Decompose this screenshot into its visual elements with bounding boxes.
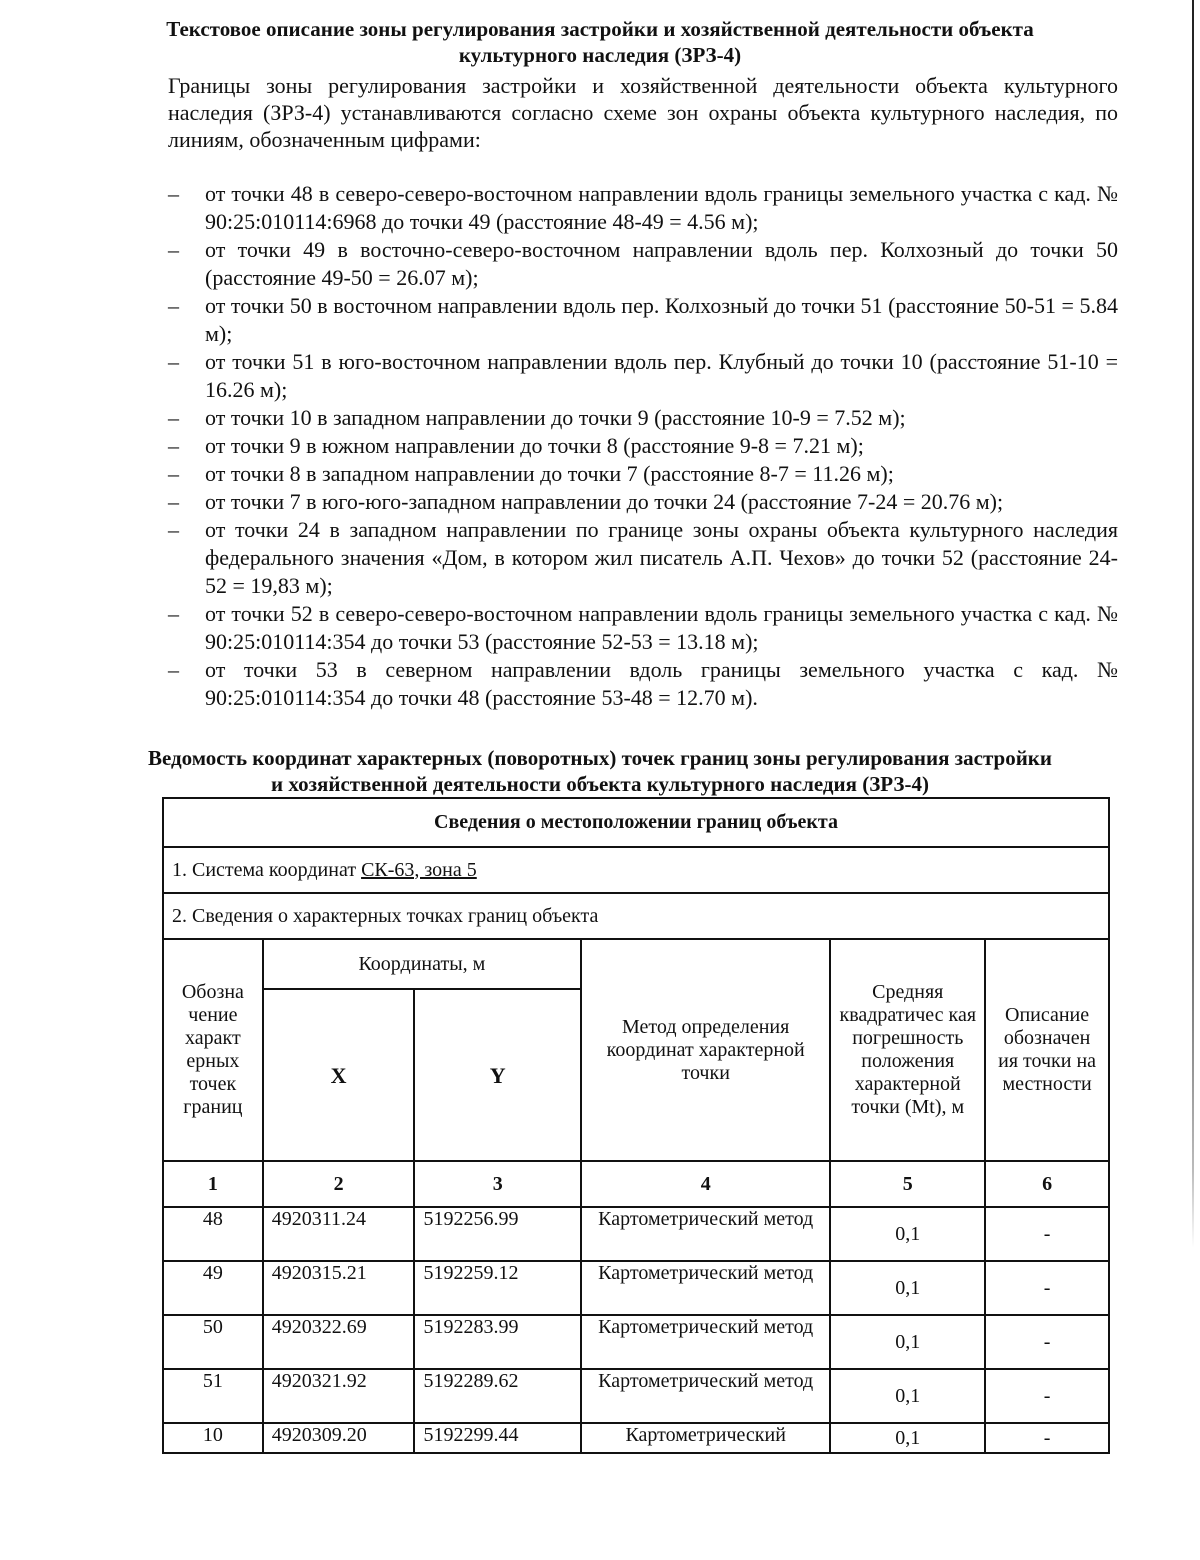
point-method: Картометрический метод	[581, 1207, 830, 1261]
point-y: 5192259.12	[414, 1261, 581, 1315]
col-header-method: Метод определения координат характерной точки	[581, 939, 830, 1161]
dash-marker: –	[168, 349, 179, 374]
list-item-text: от точки 9 в южном направлении до точки 8 (расстояние 9-8 = 7.21 м);	[205, 433, 864, 458]
intro-paragraph: Границы зоны регулирования застройки и хозяйственной деятельности объекта культурного наследия (ЗРЗ-4) устанавливаются согласно схеме зон охраны объекта культурного наследия, по линиям, обозначенным цифрами:	[168, 73, 1118, 152]
list-item-text: от точки 48 в северо-северо-восточном направлении вдоль границы земельного участка с кад. № 90:25:010114:6968 до точки 49 (расстояние 48-49 = 4.56 м);	[205, 181, 1118, 234]
point-x: 4920315.21	[263, 1261, 415, 1315]
point-error: 0,1	[830, 1261, 985, 1315]
col-header-error: Средняя квадратичес кая погрешность положения характерной точки (Mt), м	[830, 939, 985, 1161]
column-number: 5	[830, 1161, 985, 1207]
list-item	[168, 348, 1118, 404]
point-error: 0,1	[830, 1369, 985, 1423]
point-description: -	[985, 1207, 1109, 1261]
coordinate-system-value: СК-63, зона 5	[361, 858, 477, 881]
point-id: 50	[163, 1315, 263, 1369]
coordinate-system-cell	[163, 847, 1109, 893]
list-item-text: от точки 51 в юго-восточном направлении вдоль пер. Клубный до точки 10 (расстояние 51-10 = 16.26 м);	[205, 349, 1118, 402]
column-number: 2	[263, 1161, 415, 1207]
list-item-text: от точки 53 в северном направлении вдоль границы земельного участка с кад. № 90:25:010114:354 до точки 48 (расстояние 53-48 = 12.70 м).	[205, 657, 1118, 710]
dash-marker: –	[168, 181, 179, 206]
point-id: 51	[163, 1369, 263, 1423]
dash-marker: –	[168, 405, 179, 430]
list-item-text: от точки 52 в северо-северо-восточном направлении вдоль границы земельного участка с кад. № 90:25:010114:354 до точки 53 (расстояние 52-53 = 13.18 м);	[205, 601, 1118, 654]
table-row	[163, 1369, 1109, 1423]
list-item	[168, 180, 1118, 236]
table-row	[163, 1315, 1109, 1369]
list-item	[168, 656, 1118, 712]
dash-marker: –	[168, 433, 179, 458]
col-header-coordinates: Координаты, м	[263, 939, 581, 989]
point-x: 4920311.24	[263, 1207, 415, 1261]
list-item-text: от точки 7 в юго-юго-западном направлении до точки 24 (расстояние 7-24 = 20.76 м);	[205, 489, 1004, 514]
list-item	[168, 600, 1118, 656]
dash-marker: –	[168, 293, 179, 318]
list-item	[168, 236, 1118, 292]
point-error: 0,1	[830, 1423, 985, 1453]
list-item	[168, 432, 1118, 460]
list-item	[168, 516, 1118, 600]
column-numbers-row	[163, 1161, 1109, 1207]
point-method: Картометрический метод	[581, 1315, 830, 1369]
document-title: Текстовое описание зоны регулирования застройки и хозяйственной деятельности объекта культурного наследия (ЗРЗ-4)	[166, 17, 1034, 67]
list-item	[168, 404, 1118, 432]
list-item	[168, 292, 1118, 348]
point-description: -	[985, 1315, 1109, 1369]
list-item-text: от точки 10 в западном направлении до точки 9 (расстояние 10-9 = 7.52 м);	[205, 405, 906, 430]
dash-marker: –	[168, 601, 179, 626]
point-description: -	[985, 1423, 1109, 1453]
point-error: 0,1	[830, 1207, 985, 1261]
point-id: 48	[163, 1207, 263, 1261]
point-method: Картометрический метод	[581, 1369, 830, 1423]
table-row	[163, 1261, 1109, 1315]
point-y: 5192299.44	[414, 1423, 581, 1453]
column-number: 4	[581, 1161, 830, 1207]
list-item-text: от точки 50 в восточном направлении вдоль пер. Колхозный до точки 51 (расстояние 50-51 = 5.84 м);	[205, 293, 1118, 346]
point-description: -	[985, 1261, 1109, 1315]
point-x: 4920322.69	[263, 1315, 415, 1369]
list-item-text: от точки 24 в западном направлении по границе зоны охраны объекта культурного наследия федерального значения «Дом, в котором жил писатель А.П. Чехов» до точки 52 (расстояние 24-52 = 19,83 м);	[205, 517, 1118, 598]
point-id: 10	[163, 1423, 263, 1453]
list-item	[168, 460, 1118, 488]
dash-marker: –	[168, 517, 179, 542]
dash-marker: –	[168, 461, 179, 486]
point-method: Картометрический метод	[581, 1261, 830, 1315]
scan-edge-line	[1192, 0, 1194, 1560]
table-row	[163, 1207, 1109, 1261]
table-section-header: Сведения о местоположении границ объекта	[163, 798, 1109, 847]
table-title: Ведомость координат характерных (поворотных) точек границ зоны регулирования застройки и хозяйственной деятельности объекта культурного наследия (ЗРЗ-4)	[148, 746, 1052, 796]
point-y: 5192283.99	[414, 1315, 581, 1369]
column-number: 3	[414, 1161, 581, 1207]
col-header-y: Y	[414, 989, 581, 1161]
col-header-description: Описание обозначен ия точки на местности	[985, 939, 1109, 1161]
column-number: 6	[985, 1161, 1109, 1207]
col-header-x: X	[263, 989, 415, 1161]
dash-marker: –	[168, 657, 179, 682]
point-id: 49	[163, 1261, 263, 1315]
point-method: Картометрический	[581, 1423, 830, 1453]
point-description: -	[985, 1369, 1109, 1423]
point-y: 5192289.62	[414, 1369, 581, 1423]
list-item-text: от точки 49 в восточно-северо-восточном направлении вдоль пер. Колхозный до точки 50 (расстояние 49-50 = 26.07 м);	[205, 237, 1118, 290]
point-y: 5192256.99	[414, 1207, 581, 1261]
list-item	[168, 488, 1118, 516]
point-error: 0,1	[830, 1315, 985, 1369]
point-x: 4920309.20	[263, 1423, 415, 1453]
coordinate-system-label: 1. Система координат	[172, 858, 362, 881]
point-x: 4920321.92	[263, 1369, 415, 1423]
dash-marker: –	[168, 237, 179, 262]
points-header: 2. Сведения о характерных точках границ объекта	[163, 893, 1109, 939]
list-item-text: от точки 8 в западном направлении до точки 7 (расстояние 8-7 = 11.26 м);	[205, 461, 894, 486]
dash-marker: –	[168, 489, 179, 514]
table-row	[163, 1423, 1109, 1453]
col-header-designation: Обозна чение характ ерных точек границ	[163, 939, 263, 1161]
boundary-description-list	[168, 180, 1118, 712]
coordinates-table	[162, 797, 1110, 1454]
column-number: 1	[163, 1161, 263, 1207]
